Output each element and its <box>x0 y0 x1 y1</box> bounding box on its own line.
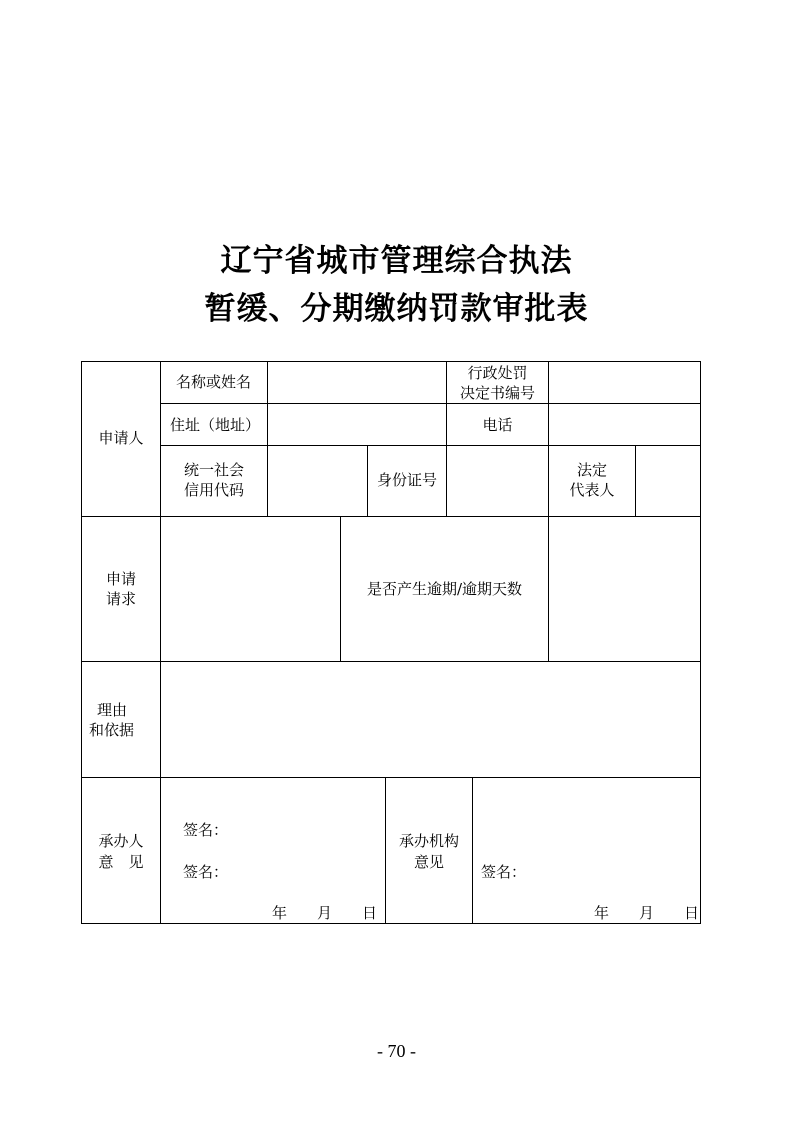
address-label: 住址（地址） <box>170 416 261 434</box>
grid-line <box>160 361 161 923</box>
agency-signature-label: 签名： <box>481 863 527 881</box>
reason-label-line-2: 和依据 <box>89 721 135 739</box>
credit-code-label-line-2: 信用代码 <box>183 481 244 499</box>
request-label-line-2: 请求 <box>105 590 136 608</box>
grid-line <box>548 361 549 661</box>
legal-representative-label-line-1: 法定 <box>576 461 607 479</box>
agency-date-label: 年 月 日 <box>594 904 700 922</box>
agency-opinion-label-line-2: 意见 <box>413 853 444 871</box>
handler-opinion-label-line-2: 意 见 <box>98 853 144 871</box>
overdue-days-label: 是否产生逾期/逾期天数 <box>366 580 523 598</box>
reason-label-line-1: 理由 <box>97 701 128 719</box>
legal-representative-label-line-2: 代表人 <box>569 481 615 499</box>
form-title-line-1: 辽宁省城市管理综合执法 <box>220 243 573 279</box>
decision-number-label-line-1: 行政处罚 <box>467 364 528 382</box>
phone-label: 电话 <box>482 416 513 434</box>
grid-line <box>267 361 268 516</box>
request-label-line-1: 申请 <box>105 570 136 588</box>
page-number: - 70 - <box>377 1041 416 1061</box>
decision-number-label-line-2: 决定书编号 <box>459 384 535 402</box>
grid-line <box>81 661 700 662</box>
id-number-label: 身份证号 <box>376 471 437 489</box>
handler-date-label: 年 月 日 <box>272 904 378 922</box>
grid-line <box>81 777 700 778</box>
grid-line <box>81 516 700 517</box>
grid-line <box>472 777 473 923</box>
handler-signature-label-1: 签名： <box>183 821 229 839</box>
grid-line <box>160 403 700 404</box>
applicant-section-label: 申请人 <box>98 429 144 447</box>
grid-line <box>160 445 700 446</box>
credit-code-label-line-1: 统一社会 <box>183 461 244 479</box>
name-label: 名称或姓名 <box>176 373 252 391</box>
handler-signature-label-2: 签名： <box>183 863 229 881</box>
grid-line <box>635 445 636 516</box>
handler-opinion-label-line-1: 承办人 <box>98 832 144 850</box>
agency-opinion-label-line-1: 承办机构 <box>398 832 459 850</box>
form-title-line-2: 暂缓、分期缴纳罚款审批表 <box>204 291 589 327</box>
